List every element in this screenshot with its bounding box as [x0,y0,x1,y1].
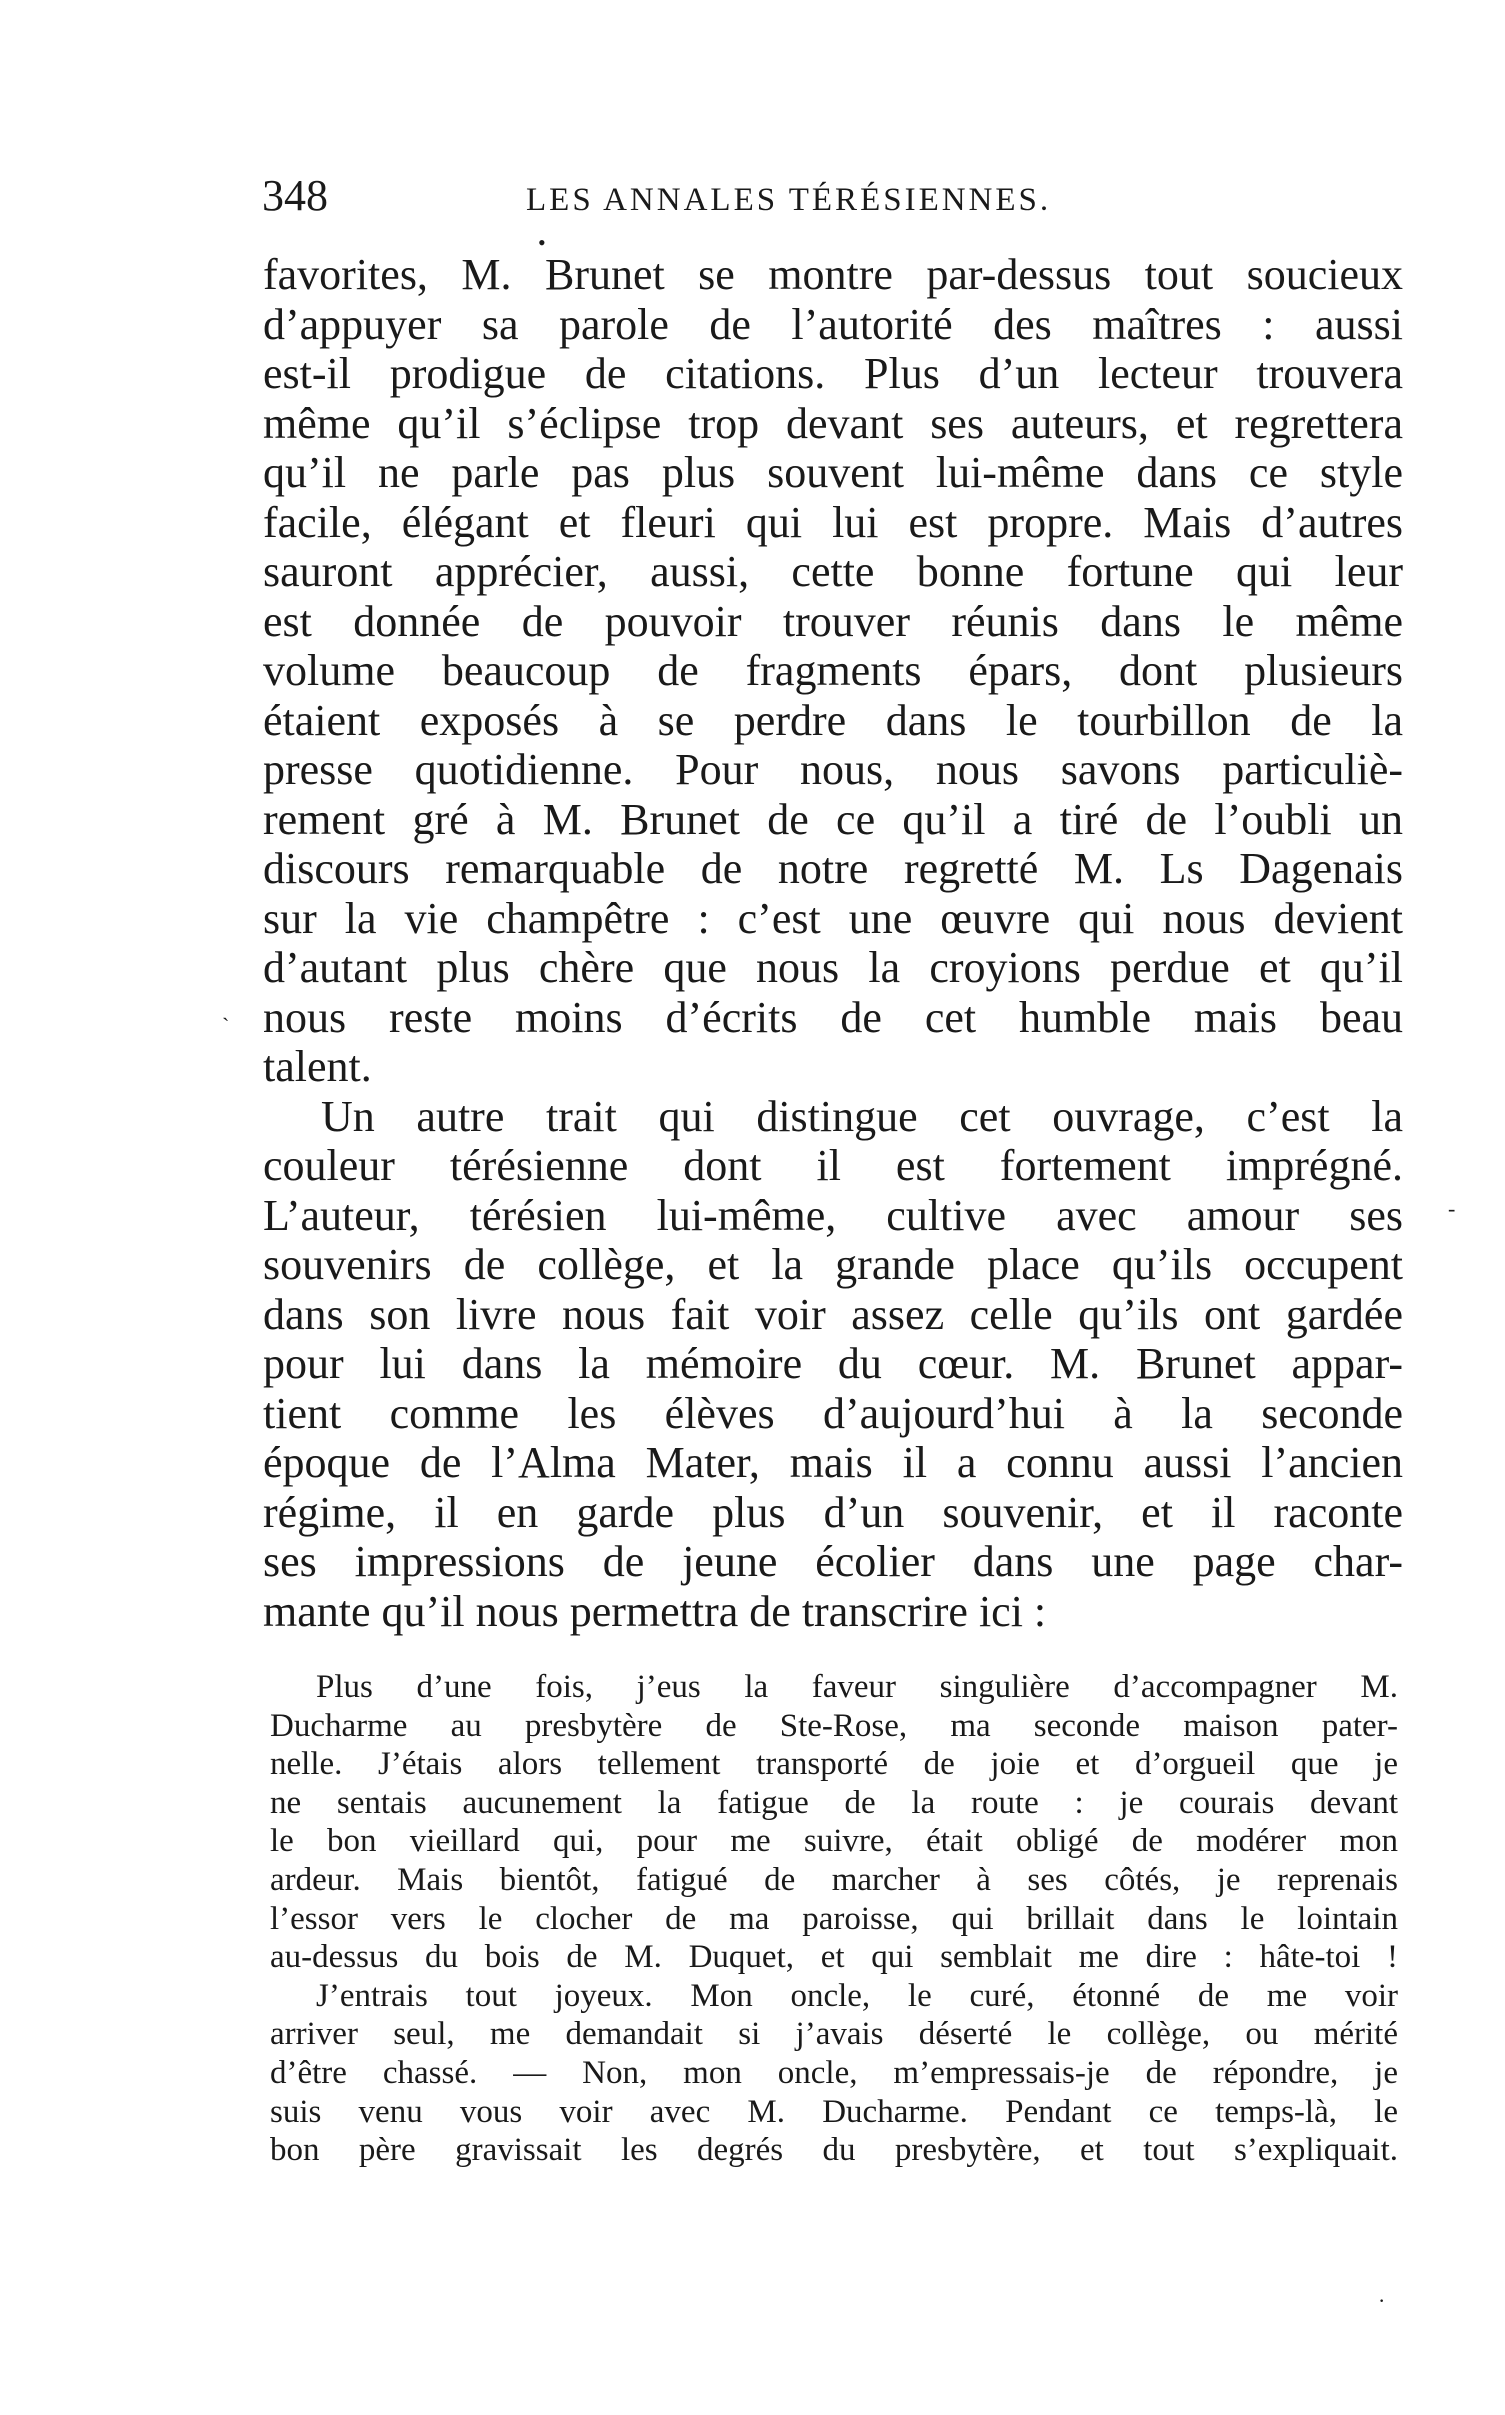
body-line: couleur térésienne dont il est fortement imprégné. [263,1141,1403,1190]
body-line: même qu’il s’éclipse trop devant ses auteurs, et regrettera [263,398,1403,448]
quote-line: Ducharme au presbytère de Ste-Rose, ma seconde maison pater- [270,1707,1398,1744]
quote-line: J’entrais tout joyeux. Mon oncle, le curé, étonné de me voir [316,1977,1398,2014]
margin-mark: ˎ [222,996,230,1021]
body-line: sur la vie champêtre : c’est une œuvre qui nous devient [263,893,1403,943]
body-line: d’autant plus chère que nous la croyions perdue et qu’il [263,943,1403,992]
page-number: 348 [262,171,328,220]
body-line: discours remarquable de notre regretté M. Ls Dagenais [263,844,1403,893]
body-line: rement gré à M. Brunet de ce qu’il a tiré de l’oubli un [263,794,1403,844]
quote-line: bon père gravissait les degrés du presbytère, et tout s’expliquait. [270,2132,1398,2169]
body-line: étaient exposés à se perdre dans le tourbillon de la [263,695,1403,745]
body-line: tient comme les élèves d’aujourd’hui à la seconde [263,1388,1403,1438]
page-header [262,166,1402,226]
body-line: régime, il en garde plus d’un souvenir, et il raconte [263,1487,1403,1537]
print-speck: · [1378,2288,1386,2313]
print-speck: • [538,230,546,255]
body-line: presse quotidienne. Pour nous, nous savons particuliè- [263,745,1403,794]
body-line: talent. [263,1042,372,1091]
body-line: ses impressions de jeune écolier dans une page char- [263,1537,1403,1586]
body-line: sauront apprécier, aussi, cette bonne fortune qui leur [263,547,1403,596]
running-title: LES ANNALES TÉRÉSIENNES. [526,182,1052,218]
body-line: L’auteur, térésien lui-même, cultive avec amour ses [263,1190,1403,1240]
body-line: favorites, M. Brunet se montre par-dessus tout soucieux [263,250,1403,299]
body-line: est donnée de pouvoir trouver réunis dans le même [263,596,1403,646]
body-line: dans son livre nous fait voir assez celle qu’ils ont gardée [263,1289,1403,1339]
body-text [263,250,1403,1636]
quote-line: le bon vieillard qui, pour me suivre, était obligé de modérer mon [270,1823,1398,1860]
block-quote [270,1668,1398,2170]
quote-line: d’être chassé. — Non, mon oncle, m’empressais-je de répondre, je [270,2054,1398,2091]
quote-line: l’essor vers le clocher de ma paroisse, qui brillait dans le lointain [270,1900,1398,1937]
quote-line: suis venu vous voir avec M. Ducharme. Pendant ce temps-là, le [270,2093,1398,2130]
quote-line: arriver seul, me demandait si j’avais déserté le collège, ou mérité [270,2016,1398,2053]
body-line: nous reste moins d’écrits de cet humble mais beau [263,992,1403,1042]
body-line: mante qu’il nous permettra de transcrire ici : [263,1586,1047,1636]
body-line: Un autre trait qui distingue cet ouvrage, c’est la [321,1091,1403,1141]
quote-line: ardeur. Mais bientôt, fatigué de marcher à ses côtés, je reprenais [270,1861,1398,1898]
body-line: pour lui dans la mémoire du cœur. M. Brunet appar- [263,1339,1403,1388]
body-line: souvenirs de collège, et la grande place qu’ils occupent [263,1240,1403,1289]
body-line: facile, élégant et fleuri qui lui est propre. Mais d’autres [263,497,1403,547]
quote-line: Plus d’une fois, j’eus la faveur singulière d’accompagner M. [316,1669,1398,1705]
quote-line: nelle. J’étais alors tellement transporté de joie et d’orgueil que je [270,1746,1398,1783]
quote-line: ne sentais aucunement la fatigue de la route : je courais devant [270,1784,1398,1821]
body-line: d’appuyer sa parole de l’autorité des maîtres : aussi [263,299,1403,349]
body-line: époque de l’Alma Mater, mais il a connu aussi l’ancien [263,1438,1403,1487]
body-line: est-il prodigue de citations. Plus d’un lecteur trouvera [263,349,1403,398]
margin-mark: - [1448,1196,1456,1221]
quote-line: au-dessus du bois de M. Duquet, et qui semblait me dire : hâte-toi ! [270,1939,1398,1976]
body-line: volume beaucoup de fragments épars, dont plusieurs [263,646,1403,695]
body-line: qu’il ne parle pas plus souvent lui-même dans ce style [263,448,1403,497]
